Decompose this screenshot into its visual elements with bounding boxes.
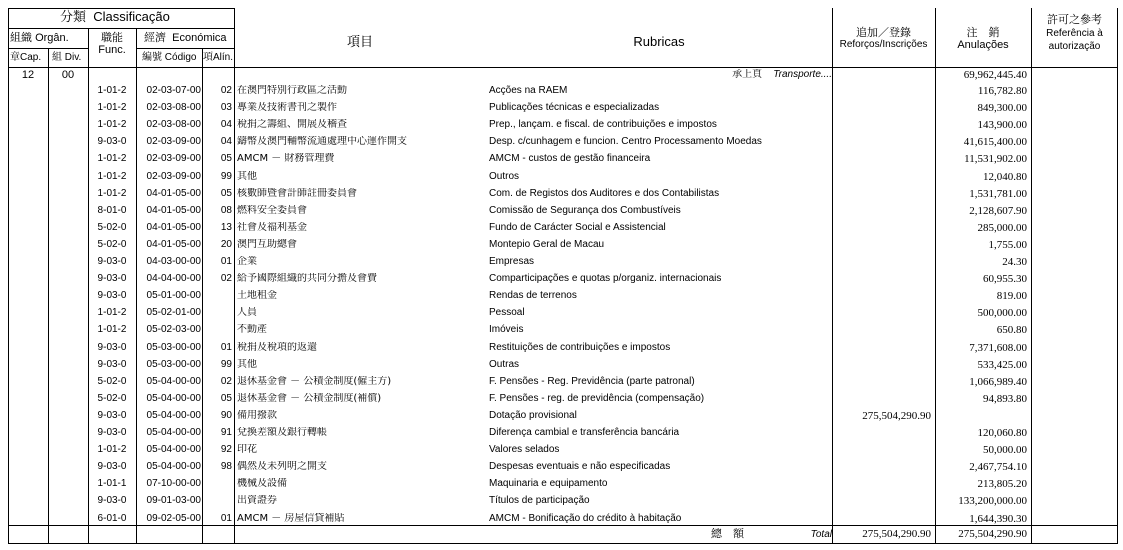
anulacoes-cell: 12,040.80 [983, 171, 1027, 183]
anulacoes-cell: 285,000.00 [977, 222, 1027, 234]
transport-label: 承上頁 Transporte.... [732, 69, 832, 80]
item-zh-cell: 社會及福利基金 [237, 222, 307, 233]
rubrica-cell: Prep., lançam. e fiscal. de contribuições e impostos [489, 119, 717, 130]
item-zh-cell: 備用撥款 [237, 410, 277, 421]
item-zh-cell: AMCM － 房屋信貸補貼 [237, 513, 345, 524]
codigo-cell: 09-02-05-00 [146, 513, 201, 524]
rubrica-cell: F. Pensões - reg. de previdência (compensação) [489, 393, 705, 404]
codigo-cell: 05-02-03-00 [146, 324, 201, 335]
anulacoes-cell: 120,060.80 [977, 427, 1027, 439]
rubricas-header: Rubricas [633, 34, 685, 49]
rule [202, 48, 203, 544]
func-cell: 8-01-0 [97, 205, 127, 216]
func-cell: 9-03-0 [97, 290, 127, 301]
funcional-header: 職能 Func. [98, 32, 126, 56]
anulacoes-cell: 1,066,989.40 [969, 376, 1027, 388]
rubrica-cell: Títulos de participação [489, 495, 590, 506]
economica-header: 經濟 Económica [144, 32, 227, 44]
alinea-cell: 02 [220, 273, 232, 284]
rubrica-cell: F. Pensões - Reg. Previdência (parte patronal) [489, 376, 695, 387]
rubrica-cell: Restituições de contribuições e impostos [489, 342, 671, 353]
rule [48, 48, 49, 544]
budget-table [8, 8, 1118, 544]
rubrica-cell: Outros [489, 171, 520, 182]
func-cell: 1-01-2 [97, 444, 127, 455]
codigo-cell: 05-04-00-00 [146, 461, 201, 472]
codigo-cell: 05-03-00-00 [146, 359, 201, 370]
rubrica-cell: Diferença cambial e transferência bancária [489, 427, 680, 438]
item-zh-cell: 土地租金 [237, 290, 277, 301]
rule [1031, 8, 1032, 544]
alinea-cell: 02 [220, 85, 232, 96]
anulacoes-cell: 7,371,608.00 [969, 342, 1027, 354]
reforcos-header: 追加／登錄 Reforços/Inscrições [839, 27, 928, 50]
item-zh-cell: AMCM － 財務管理費 [237, 153, 335, 164]
rubrica-cell: Empresas [489, 256, 535, 267]
codigo-cell: 04-03-00-00 [146, 256, 201, 267]
alinea-cell: 99 [220, 171, 232, 182]
rubrica-cell: Comissão de Segurança dos Combustíveis [489, 205, 681, 216]
total-reforcos: 275,504,290.90 [862, 528, 931, 540]
anulacoes-cell: 2,128,607.90 [969, 205, 1027, 217]
codigo-cell: 05-04-00-00 [146, 427, 201, 438]
codigo-cell: 05-01-00-00 [146, 290, 201, 301]
codigo-cell: 04-01-05-00 [146, 205, 201, 216]
items-zh-header: 項目 [346, 34, 373, 49]
func-cell: 1-01-2 [97, 119, 127, 130]
rubrica-cell: Fundo de Carácter Social e Assistencial [489, 222, 666, 233]
anulacoes-cell: 213,805.20 [977, 478, 1027, 490]
alinea-cell: 98 [220, 461, 232, 472]
anulacoes-cell: 24.30 [1002, 256, 1027, 268]
anulacoes-cell: 500,000.00 [977, 307, 1027, 319]
rule [8, 543, 1118, 544]
item-zh-cell: 印花 [237, 444, 257, 455]
codigo-cell: 02-03-08-00 [146, 102, 201, 113]
codigo-cell: 09-01-03-00 [146, 495, 201, 506]
anulacoes-cell: 11,531,902.00 [964, 153, 1027, 165]
item-zh-cell: 給予國際組織的共同分擔及會費 [237, 273, 377, 284]
rule [136, 48, 234, 49]
codigo-cell: 05-04-00-00 [146, 444, 201, 455]
func-cell: 9-03-0 [97, 410, 127, 421]
rubrica-cell: AMCM - custos de gestão financeira [489, 153, 651, 164]
alinea-cell: 04 [220, 136, 232, 147]
codigo-cell: 02-03-09-00 [146, 171, 201, 182]
func-cell: 1-01-2 [97, 102, 127, 113]
total-label: 總 額 Total [710, 528, 832, 540]
rubrica-cell: Rendas de terrenos [489, 290, 577, 301]
rule [8, 67, 1118, 68]
organica-header: 組織 Orgân. [10, 32, 69, 44]
func-cell: 5-02-0 [97, 393, 127, 404]
item-zh-cell: 稅捐及稅項的返還 [237, 342, 317, 353]
org-cap: 12 [21, 69, 35, 81]
func-cell: 5-02-0 [97, 376, 127, 387]
func-cell: 5-02-0 [97, 222, 127, 233]
func-cell: 9-03-0 [97, 461, 127, 472]
item-zh-cell: 專業及技術書刊之製作 [237, 102, 337, 113]
anulacoes-cell: 2,467,754.10 [969, 461, 1027, 473]
func-cell: 1-01-2 [97, 188, 127, 199]
codigo-cell: 05-04-00-00 [146, 393, 201, 404]
alinea-cell: 05 [220, 153, 232, 164]
item-zh-cell: 退休基金會 － 公積金制度(補償) [237, 393, 382, 404]
rule [832, 8, 833, 544]
transport-anulacoes: 69,962,445.40 [963, 69, 1027, 81]
func-cell: 9-03-0 [97, 256, 127, 267]
alinea-cell: 02 [220, 376, 232, 387]
anulacoes-cell: 94,893.80 [983, 393, 1027, 405]
rubrica-cell: Valores selados [489, 444, 560, 455]
anulacoes-cell: 1,755.00 [988, 239, 1027, 251]
item-zh-cell: 核數師暨會計師註冊委員會 [237, 188, 357, 199]
rubrica-cell: Outras [489, 359, 520, 370]
anulacoes-cell: 41,615,400.00 [963, 136, 1027, 148]
rule [935, 8, 936, 544]
rule [88, 28, 89, 544]
rubrica-cell: Publicações técnicas e especializadas [489, 102, 660, 113]
rubrica-cell: Montepio Geral de Macau [489, 239, 605, 250]
alinea-cell: 13 [220, 222, 232, 233]
item-zh-cell: 偶然及未列明之開支 [237, 461, 327, 472]
rule [8, 525, 1118, 526]
anulacoes-cell: 50,000.00 [983, 444, 1027, 456]
func-cell: 1-01-2 [97, 324, 127, 335]
alinea-cell: 91 [220, 427, 232, 438]
alinea-cell: 01 [220, 342, 232, 353]
func-cell: 5-02-0 [97, 239, 127, 250]
codigo-cell: 02-03-09-00 [146, 153, 201, 164]
item-zh-cell: 其他 [237, 359, 257, 370]
anulacoes-header: 注 銷 Anulações [957, 27, 1009, 51]
rubrica-cell: Dotação provisional [489, 410, 577, 421]
alinea-cell: 90 [220, 410, 232, 421]
codigo-cell: 05-04-00-00 [146, 376, 201, 387]
func-cell: 9-03-0 [97, 342, 127, 353]
func-cell: 1-01-2 [97, 85, 127, 96]
anulacoes-cell: 116,782.80 [977, 85, 1027, 97]
item-zh-cell: 出資證券 [237, 495, 277, 506]
item-zh-cell: 在澳門特別行政區之活動 [237, 85, 347, 96]
codigo-cell: 05-03-00-00 [146, 342, 201, 353]
func-cell: 1-01-2 [97, 171, 127, 182]
item-zh-cell: 機械及設備 [237, 478, 287, 489]
alinea-cell: 04 [220, 119, 232, 130]
item-zh-cell: 不動產 [237, 324, 267, 335]
codigo-cell: 07-10-00-00 [146, 478, 201, 489]
alinea-cell: 03 [220, 102, 232, 113]
anulacoes-cell: 849,300.00 [977, 102, 1027, 114]
codigo-cell: 04-01-05-00 [146, 222, 201, 233]
rule [136, 28, 137, 544]
reforcos-cell: 275,504,290.90 [862, 410, 931, 422]
codigo-cell: 02-03-07-00 [146, 85, 201, 96]
rule [1117, 8, 1118, 544]
func-cell: 9-03-0 [97, 359, 127, 370]
item-zh-cell: 鑄幣及澳門輔幣流通處理中心運作開支 [237, 136, 407, 147]
alinea-cell: 20 [220, 239, 232, 250]
anulacoes-cell: 533,425.00 [977, 359, 1027, 371]
func-cell: 9-03-0 [97, 273, 127, 284]
total-anulacoes: 275,504,290.90 [958, 528, 1027, 540]
codigo-cell: 04-01-05-00 [146, 239, 201, 250]
cap-header: 章Cap. [10, 52, 42, 63]
anulacoes-cell: 819.00 [996, 290, 1027, 302]
rubrica-cell: Comparticipações e quotas p/organiz. internacionais [489, 273, 722, 284]
codigo-cell: 04-01-05-00 [146, 188, 201, 199]
rubrica-cell: Com. de Registos dos Auditores e dos Contabilistas [489, 188, 720, 199]
anulacoes-cell: 60,955.30 [983, 273, 1027, 285]
func-cell: 6-01-0 [97, 513, 127, 524]
rule [8, 28, 234, 29]
anulacoes-cell: 650.80 [996, 324, 1027, 336]
alinea-cell: 08 [220, 205, 232, 216]
alinea-cell: 05 [220, 393, 232, 404]
item-zh-cell: 人員 [237, 307, 257, 318]
item-zh-cell: 兌換差額及銀行轉帳 [237, 427, 327, 438]
func-cell: 9-03-0 [97, 495, 127, 506]
rubrica-cell: Acções na RAEM [489, 85, 568, 96]
alinea-cell: 01 [220, 256, 232, 267]
func-cell: 9-03-0 [97, 136, 127, 147]
rubrica-cell: Maquinaria e equipamento [489, 478, 608, 489]
anulacoes-cell: 1,644,390.30 [969, 513, 1027, 525]
item-zh-cell: 其他 [237, 171, 257, 182]
func-cell: 1-01-2 [97, 307, 127, 318]
rule [8, 8, 234, 9]
div-header: 組 Div. [52, 52, 82, 63]
rule [234, 8, 235, 544]
rubrica-cell: Despesas eventuais e não especificadas [489, 461, 671, 472]
codigo-header: 編號 Código [142, 52, 197, 63]
codigo-cell: 04-04-00-00 [146, 273, 201, 284]
item-zh-cell: 稅捐之籌組、開展及稽查 [237, 119, 347, 130]
item-zh-cell: 企業 [237, 256, 257, 267]
func-cell: 1-01-2 [97, 153, 127, 164]
org-div: 00 [61, 69, 75, 81]
func-cell: 1-01-1 [97, 478, 127, 489]
codigo-cell: 05-02-01-00 [146, 307, 201, 318]
codigo-cell: 05-04-00-00 [146, 410, 201, 421]
classificacao-header: 分類 Classificação [60, 9, 170, 24]
codigo-cell: 02-03-09-00 [146, 136, 201, 147]
rule [8, 8, 9, 544]
rubrica-cell: Imóveis [489, 324, 524, 335]
alinea-cell: 05 [220, 188, 232, 199]
rubrica-cell: Pessoal [489, 307, 525, 318]
rubrica-cell: AMCM - Bonificação do crédito à habitação [489, 513, 682, 524]
alinea-cell: 92 [220, 444, 232, 455]
rubrica-cell: Desp. c/cunhagem e funcion. Centro Processamento Moedas [489, 136, 762, 147]
item-zh-cell: 燃料安全委員會 [237, 205, 307, 216]
func-cell: 9-03-0 [97, 427, 127, 438]
codigo-cell: 02-03-08-00 [146, 119, 201, 130]
anulacoes-cell: 133,200,000.00 [958, 495, 1027, 507]
referencia-header: 許可之參考 Referência à autorização [1046, 14, 1103, 52]
alinea-cell: 99 [220, 359, 232, 370]
alinea-cell: 01 [220, 513, 232, 524]
anulacoes-cell: 143,900.00 [977, 119, 1027, 131]
anulacoes-cell: 1,531,781.00 [969, 188, 1027, 200]
item-zh-cell: 澳門互助總會 [237, 239, 297, 250]
alinea-header: 項Alín. [203, 52, 234, 63]
item-zh-cell: 退休基金會 － 公積金制度(僱主方) [237, 376, 392, 387]
